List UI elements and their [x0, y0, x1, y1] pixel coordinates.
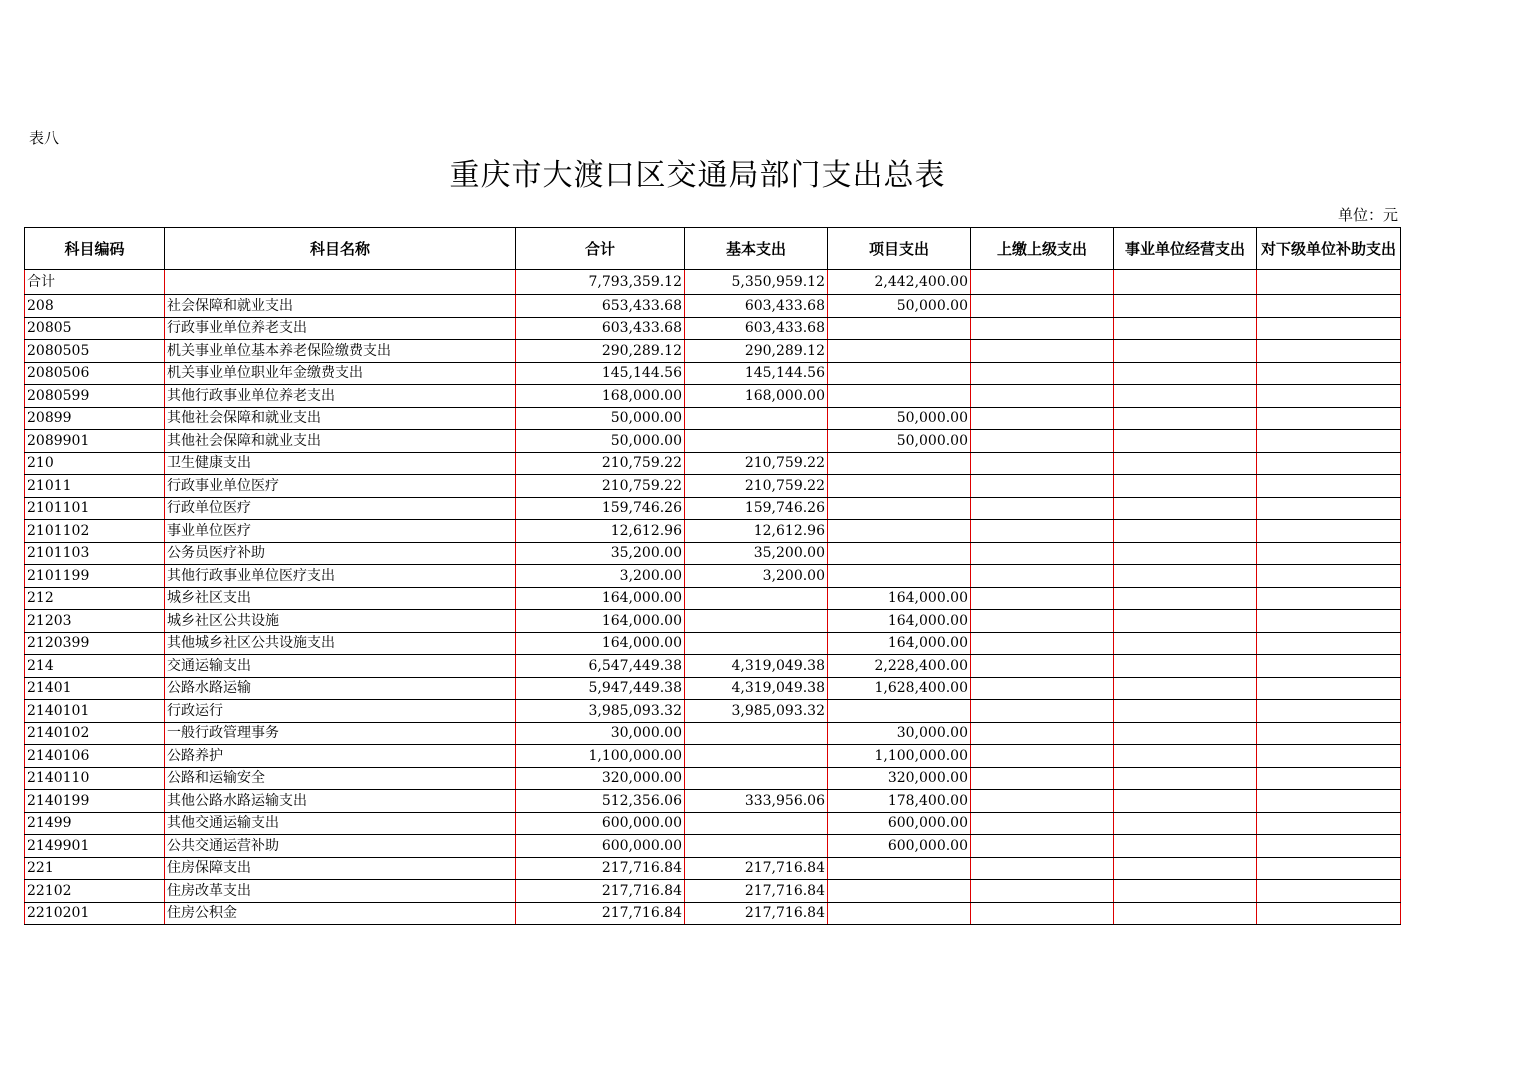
unit-label: 单位：元: [1337, 206, 1398, 224]
header-subsidy-to-subordinate: 对下级单位补助支出: [1257, 228, 1401, 270]
subject-code-cell: 2210201: [25, 902, 165, 925]
institution-operating-cell: [1114, 587, 1257, 610]
basic-expenditure-cell: 3,200.00: [685, 565, 828, 588]
subsidy-to-subordinate-cell: [1257, 857, 1401, 880]
subject-name-cell: 其他交通运输支出: [165, 812, 516, 835]
basic-expenditure-cell: 159,746.26: [685, 497, 828, 520]
paid-to-superior-cell: [971, 407, 1114, 430]
project-expenditure-cell: [828, 902, 971, 925]
subject-name-cell: 其他社会保障和就业支出: [165, 407, 516, 430]
table-row: [25, 407, 1401, 430]
subsidy-to-subordinate-cell: [1257, 565, 1401, 588]
institution-operating-cell: [1114, 295, 1257, 318]
subject-code-cell: 2101103: [25, 542, 165, 565]
project-expenditure-cell: [828, 452, 971, 475]
institution-operating-cell: [1114, 655, 1257, 678]
subsidy-to-subordinate-cell: [1257, 587, 1401, 610]
subsidy-to-subordinate-cell: [1257, 722, 1401, 745]
subsidy-to-subordinate-cell: [1257, 767, 1401, 790]
basic-expenditure-cell: [685, 407, 828, 430]
subject-code-cell: 212: [25, 587, 165, 610]
subsidy-to-subordinate-cell: [1257, 520, 1401, 543]
institution-operating-cell: [1114, 745, 1257, 768]
table-row: [25, 722, 1401, 745]
paid-to-superior-cell: [971, 497, 1114, 520]
subject-code-cell: 2140101: [25, 700, 165, 723]
project-expenditure-cell: [828, 520, 971, 543]
total-row: [25, 270, 1401, 295]
paid-to-superior-cell: [971, 587, 1114, 610]
page-title: 重庆市大渡口区交通局部门支出总表: [449, 158, 946, 193]
project-expenditure-cell: 1,100,000.00: [828, 745, 971, 768]
project-expenditure-cell: 164,000.00: [828, 632, 971, 655]
total-cell: 1,100,000.00: [516, 745, 685, 768]
institution-operating-cell: [1114, 430, 1257, 453]
total-cell: 168,000.00: [516, 385, 685, 408]
subject-name-cell: 行政事业单位养老支出: [165, 317, 516, 340]
paid-to-superior-cell: [971, 542, 1114, 565]
project-expenditure-cell: [828, 385, 971, 408]
project-expenditure-cell: [828, 317, 971, 340]
subsidy-to-subordinate-cell: [1257, 745, 1401, 768]
institution-operating-cell: [1114, 812, 1257, 835]
subject-name-cell: [165, 270, 516, 295]
subject-name-cell: 其他公路水路运输支出: [165, 790, 516, 813]
table-row: [25, 857, 1401, 880]
paid-to-superior-cell: [971, 610, 1114, 633]
basic-expenditure-cell: [685, 610, 828, 633]
subsidy-to-subordinate-cell: [1257, 700, 1401, 723]
basic-expenditure-cell: 4,319,049.38: [685, 677, 828, 700]
subject-code-cell: 合计: [25, 270, 165, 295]
project-expenditure-cell: [828, 497, 971, 520]
subsidy-to-subordinate-cell: [1257, 790, 1401, 813]
table-row: [25, 340, 1401, 363]
institution-operating-cell: [1114, 767, 1257, 790]
institution-operating-cell: [1114, 700, 1257, 723]
total-cell: 30,000.00: [516, 722, 685, 745]
subject-code-cell: 2089901: [25, 430, 165, 453]
subsidy-to-subordinate-cell: [1257, 835, 1401, 858]
subject-code-cell: 20899: [25, 407, 165, 430]
total-cell: 600,000.00: [516, 835, 685, 858]
subsidy-to-subordinate-cell: [1257, 902, 1401, 925]
subject-name-cell: 事业单位医疗: [165, 520, 516, 543]
basic-expenditure-cell: 3,985,093.32: [685, 700, 828, 723]
project-expenditure-cell: 2,442,400.00: [828, 270, 971, 295]
basic-expenditure-cell: 217,716.84: [685, 880, 828, 903]
institution-operating-cell: [1114, 835, 1257, 858]
total-cell: 35,200.00: [516, 542, 685, 565]
paid-to-superior-cell: [971, 722, 1114, 745]
paid-to-superior-cell: [971, 745, 1114, 768]
basic-expenditure-cell: [685, 430, 828, 453]
subject-code-cell: 21401: [25, 677, 165, 700]
table-row: [25, 677, 1401, 700]
table-row: [25, 587, 1401, 610]
subject-code-cell: 2120399: [25, 632, 165, 655]
project-expenditure-cell: [828, 542, 971, 565]
table-row: [25, 700, 1401, 723]
project-expenditure-cell: [828, 340, 971, 363]
basic-expenditure-cell: 210,759.22: [685, 475, 828, 498]
subsidy-to-subordinate-cell: [1257, 340, 1401, 363]
project-expenditure-cell: 178,400.00: [828, 790, 971, 813]
subject-code-cell: 214: [25, 655, 165, 678]
total-cell: 217,716.84: [516, 902, 685, 925]
institution-operating-cell: [1114, 610, 1257, 633]
basic-expenditure-cell: [685, 812, 828, 835]
institution-operating-cell: [1114, 790, 1257, 813]
paid-to-superior-cell: [971, 677, 1114, 700]
subject-name-cell: 公路水路运输: [165, 677, 516, 700]
table-row: [25, 790, 1401, 813]
paid-to-superior-cell: [971, 295, 1114, 318]
header-subject-name: 科目名称: [165, 228, 516, 270]
subsidy-to-subordinate-cell: [1257, 655, 1401, 678]
paid-to-superior-cell: [971, 812, 1114, 835]
subject-code-cell: 22102: [25, 880, 165, 903]
project-expenditure-cell: [828, 857, 971, 880]
table-row: [25, 655, 1401, 678]
project-expenditure-cell: 1,628,400.00: [828, 677, 971, 700]
subsidy-to-subordinate-cell: [1257, 452, 1401, 475]
table-row: [25, 565, 1401, 588]
total-cell: 145,144.56: [516, 362, 685, 385]
institution-operating-cell: [1114, 317, 1257, 340]
table-row: [25, 385, 1401, 408]
table-row: [25, 632, 1401, 655]
subject-name-cell: 其他城乡社区公共设施支出: [165, 632, 516, 655]
subsidy-to-subordinate-cell: [1257, 677, 1401, 700]
project-expenditure-cell: [828, 362, 971, 385]
subject-code-cell: 208: [25, 295, 165, 318]
header-subject-code: 科目编码: [25, 228, 165, 270]
project-expenditure-cell: 320,000.00: [828, 767, 971, 790]
subsidy-to-subordinate-cell: [1257, 362, 1401, 385]
project-expenditure-cell: 600,000.00: [828, 835, 971, 858]
subject-name-cell: 住房保障支出: [165, 857, 516, 880]
table-row: [25, 767, 1401, 790]
basic-expenditure-cell: 333,956.06: [685, 790, 828, 813]
subject-code-cell: 2140106: [25, 745, 165, 768]
subsidy-to-subordinate-cell: [1257, 610, 1401, 633]
paid-to-superior-cell: [971, 385, 1114, 408]
table-row: [25, 362, 1401, 385]
total-cell: 164,000.00: [516, 632, 685, 655]
total-cell: 5,947,449.38: [516, 677, 685, 700]
subject-code-cell: 221: [25, 857, 165, 880]
subject-name-cell: 城乡社区支出: [165, 587, 516, 610]
subsidy-to-subordinate-cell: [1257, 295, 1401, 318]
subsidy-to-subordinate-cell: [1257, 430, 1401, 453]
subject-name-cell: 住房公积金: [165, 902, 516, 925]
subsidy-to-subordinate-cell: [1257, 407, 1401, 430]
paid-to-superior-cell: [971, 632, 1114, 655]
table-row: [25, 812, 1401, 835]
total-cell: 603,433.68: [516, 317, 685, 340]
total-cell: 164,000.00: [516, 610, 685, 633]
subsidy-to-subordinate-cell: [1257, 880, 1401, 903]
project-expenditure-cell: 164,000.00: [828, 587, 971, 610]
paid-to-superior-cell: [971, 565, 1114, 588]
total-cell: 159,746.26: [516, 497, 685, 520]
paid-to-superior-cell: [971, 767, 1114, 790]
basic-expenditure-cell: 168,000.00: [685, 385, 828, 408]
paid-to-superior-cell: [971, 430, 1114, 453]
subject-name-cell: 住房改革支出: [165, 880, 516, 903]
institution-operating-cell: [1114, 385, 1257, 408]
subject-name-cell: 公路养护: [165, 745, 516, 768]
subject-code-cell: 21203: [25, 610, 165, 633]
total-cell: 290,289.12: [516, 340, 685, 363]
total-cell: 50,000.00: [516, 407, 685, 430]
basic-expenditure-cell: 210,759.22: [685, 452, 828, 475]
total-cell: 653,433.68: [516, 295, 685, 318]
institution-operating-cell: [1114, 520, 1257, 543]
subject-name-cell: 城乡社区公共设施: [165, 610, 516, 633]
subject-name-cell: 公路和运输安全: [165, 767, 516, 790]
subject-name-cell: 行政运行: [165, 700, 516, 723]
subsidy-to-subordinate-cell: [1257, 812, 1401, 835]
subject-code-cell: 2149901: [25, 835, 165, 858]
project-expenditure-cell: [828, 475, 971, 498]
subject-name-cell: 行政事业单位医疗: [165, 475, 516, 498]
institution-operating-cell: [1114, 632, 1257, 655]
subsidy-to-subordinate-cell: [1257, 632, 1401, 655]
paid-to-superior-cell: [971, 655, 1114, 678]
institution-operating-cell: [1114, 362, 1257, 385]
basic-expenditure-cell: 290,289.12: [685, 340, 828, 363]
subject-name-cell: 其他行政事业单位医疗支出: [165, 565, 516, 588]
project-expenditure-cell: 164,000.00: [828, 610, 971, 633]
project-expenditure-cell: 600,000.00: [828, 812, 971, 835]
total-cell: 7,793,359.12: [516, 270, 685, 295]
basic-expenditure-cell: 603,433.68: [685, 317, 828, 340]
table-row: [25, 610, 1401, 633]
table-header-row: [25, 228, 1401, 270]
subject-code-cell: 2101101: [25, 497, 165, 520]
paid-to-superior-cell: [971, 790, 1114, 813]
basic-expenditure-cell: [685, 587, 828, 610]
project-expenditure-cell: 50,000.00: [828, 430, 971, 453]
institution-operating-cell: [1114, 270, 1257, 295]
table-row: [25, 902, 1401, 925]
subject-code-cell: 2140110: [25, 767, 165, 790]
subsidy-to-subordinate-cell: [1257, 317, 1401, 340]
basic-expenditure-cell: [685, 745, 828, 768]
subject-name-cell: 社会保障和就业支出: [165, 295, 516, 318]
subject-code-cell: 2140102: [25, 722, 165, 745]
basic-expenditure-cell: [685, 767, 828, 790]
subject-code-cell: 2140199: [25, 790, 165, 813]
institution-operating-cell: [1114, 497, 1257, 520]
table-row: [25, 542, 1401, 565]
expenditure-table: [24, 227, 1401, 925]
institution-operating-cell: [1114, 542, 1257, 565]
subject-name-cell: 机关事业单位基本养老保险缴费支出: [165, 340, 516, 363]
paid-to-superior-cell: [971, 475, 1114, 498]
institution-operating-cell: [1114, 565, 1257, 588]
subject-code-cell: 2080506: [25, 362, 165, 385]
subsidy-to-subordinate-cell: [1257, 270, 1401, 295]
table-row: [25, 317, 1401, 340]
subject-code-cell: 2101102: [25, 520, 165, 543]
table-row: [25, 295, 1401, 318]
total-cell: 320,000.00: [516, 767, 685, 790]
project-expenditure-cell: 50,000.00: [828, 407, 971, 430]
table-row: [25, 745, 1401, 768]
subject-code-cell: 210: [25, 452, 165, 475]
paid-to-superior-cell: [971, 317, 1114, 340]
paid-to-superior-cell: [971, 452, 1114, 475]
basic-expenditure-cell: [685, 722, 828, 745]
basic-expenditure-cell: 12,612.96: [685, 520, 828, 543]
subsidy-to-subordinate-cell: [1257, 542, 1401, 565]
table-row: [25, 835, 1401, 858]
header-project-expenditure: 项目支出: [828, 228, 971, 270]
total-cell: 217,716.84: [516, 857, 685, 880]
paid-to-superior-cell: [971, 340, 1114, 363]
subsidy-to-subordinate-cell: [1257, 385, 1401, 408]
total-cell: 164,000.00: [516, 587, 685, 610]
paid-to-superior-cell: [971, 902, 1114, 925]
table-row: [25, 430, 1401, 453]
subject-name-cell: 其他行政事业单位养老支出: [165, 385, 516, 408]
institution-operating-cell: [1114, 475, 1257, 498]
table-row: [25, 520, 1401, 543]
institution-operating-cell: [1114, 340, 1257, 363]
subject-name-cell: 公务员医疗补助: [165, 542, 516, 565]
subject-name-cell: 其他社会保障和就业支出: [165, 430, 516, 453]
total-cell: 3,985,093.32: [516, 700, 685, 723]
table-number-label: 表八: [29, 129, 60, 147]
subject-name-cell: 一般行政管理事务: [165, 722, 516, 745]
institution-operating-cell: [1114, 722, 1257, 745]
paid-to-superior-cell: [971, 270, 1114, 295]
table-row: [25, 497, 1401, 520]
table-row: [25, 452, 1401, 475]
subject-code-cell: 2101199: [25, 565, 165, 588]
subsidy-to-subordinate-cell: [1257, 497, 1401, 520]
header-institution-operating: 事业单位经营支出: [1114, 228, 1257, 270]
basic-expenditure-cell: 217,716.84: [685, 857, 828, 880]
subject-code-cell: 2080505: [25, 340, 165, 363]
basic-expenditure-cell: 5,350,959.12: [685, 270, 828, 295]
total-cell: 6,547,449.38: [516, 655, 685, 678]
subject-name-cell: 公共交通运营补助: [165, 835, 516, 858]
subject-name-cell: 行政单位医疗: [165, 497, 516, 520]
subsidy-to-subordinate-cell: [1257, 475, 1401, 498]
total-cell: 512,356.06: [516, 790, 685, 813]
subject-name-cell: 机关事业单位职业年金缴费支出: [165, 362, 516, 385]
paid-to-superior-cell: [971, 362, 1114, 385]
table-body: [25, 270, 1401, 925]
paid-to-superior-cell: [971, 520, 1114, 543]
project-expenditure-cell: 2,228,400.00: [828, 655, 971, 678]
basic-expenditure-cell: 145,144.56: [685, 362, 828, 385]
subject-name-cell: 卫生健康支出: [165, 452, 516, 475]
total-cell: 210,759.22: [516, 452, 685, 475]
institution-operating-cell: [1114, 677, 1257, 700]
institution-operating-cell: [1114, 880, 1257, 903]
total-cell: 600,000.00: [516, 812, 685, 835]
institution-operating-cell: [1114, 857, 1257, 880]
project-expenditure-cell: 30,000.00: [828, 722, 971, 745]
project-expenditure-cell: 50,000.00: [828, 295, 971, 318]
subject-code-cell: 20805: [25, 317, 165, 340]
basic-expenditure-cell: 217,716.84: [685, 902, 828, 925]
header-basic-expenditure: 基本支出: [685, 228, 828, 270]
institution-operating-cell: [1114, 902, 1257, 925]
total-cell: 217,716.84: [516, 880, 685, 903]
institution-operating-cell: [1114, 452, 1257, 475]
project-expenditure-cell: [828, 565, 971, 588]
subject-name-cell: 交通运输支出: [165, 655, 516, 678]
subject-code-cell: 21499: [25, 812, 165, 835]
total-cell: 50,000.00: [516, 430, 685, 453]
paid-to-superior-cell: [971, 880, 1114, 903]
total-cell: 3,200.00: [516, 565, 685, 588]
total-cell: 12,612.96: [516, 520, 685, 543]
header-paid-to-superior: 上缴上级支出: [971, 228, 1114, 270]
subject-code-cell: 2080599: [25, 385, 165, 408]
basic-expenditure-cell: [685, 632, 828, 655]
project-expenditure-cell: [828, 880, 971, 903]
total-cell: 210,759.22: [516, 475, 685, 498]
table-row: [25, 880, 1401, 903]
basic-expenditure-cell: [685, 835, 828, 858]
subject-code-cell: 21011: [25, 475, 165, 498]
basic-expenditure-cell: 35,200.00: [685, 542, 828, 565]
basic-expenditure-cell: 603,433.68: [685, 295, 828, 318]
paid-to-superior-cell: [971, 835, 1114, 858]
project-expenditure-cell: [828, 700, 971, 723]
paid-to-superior-cell: [971, 700, 1114, 723]
header-total: 合计: [516, 228, 685, 270]
basic-expenditure-cell: 4,319,049.38: [685, 655, 828, 678]
institution-operating-cell: [1114, 407, 1257, 430]
table-row: [25, 475, 1401, 498]
paid-to-superior-cell: [971, 857, 1114, 880]
